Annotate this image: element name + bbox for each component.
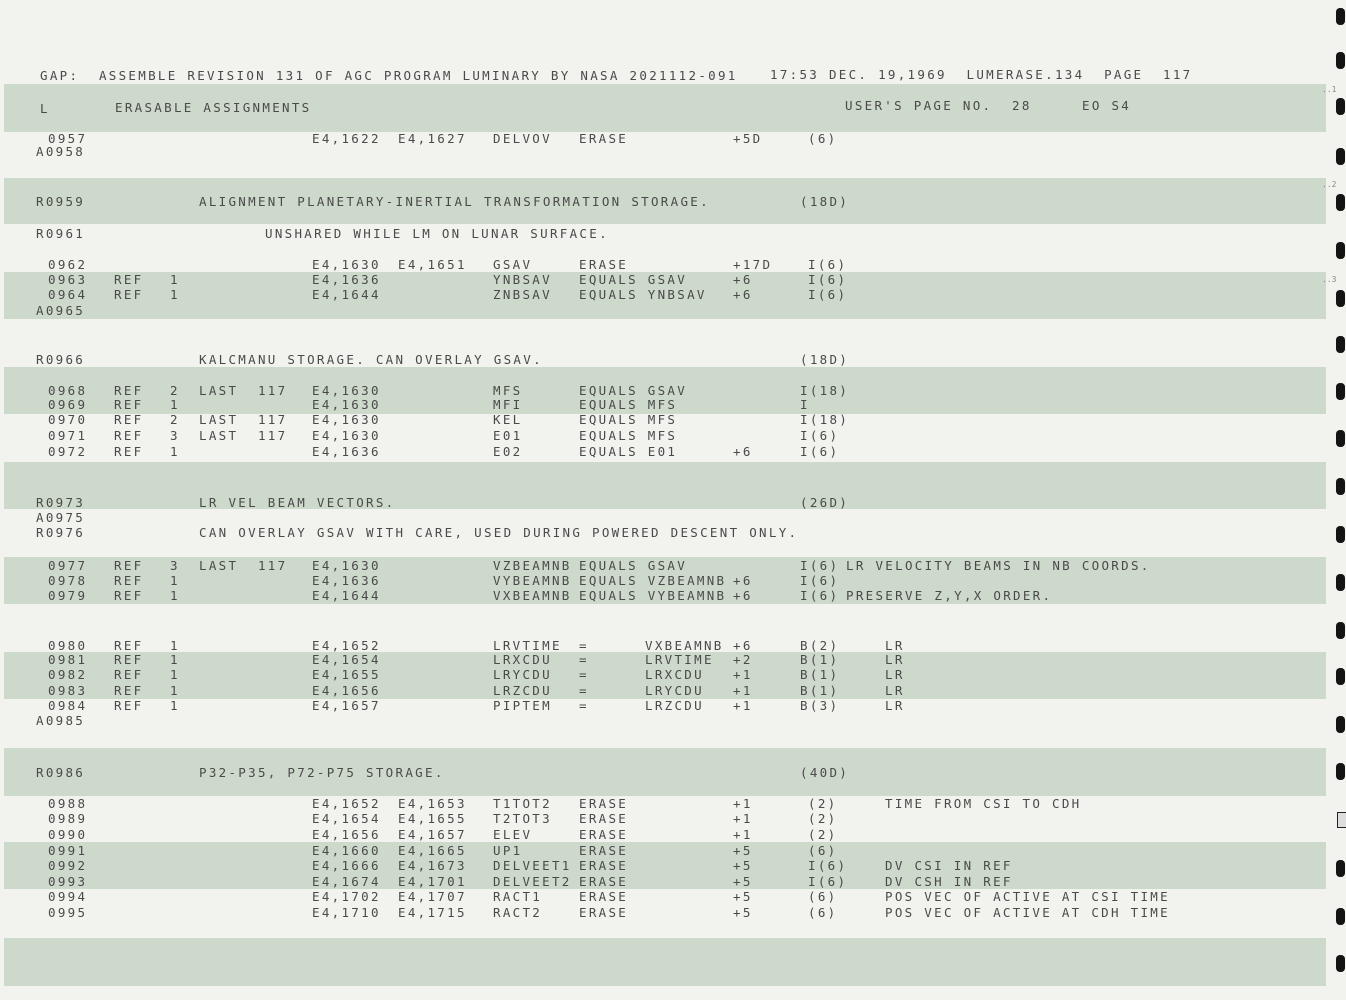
listing-size: I(6) (808, 287, 848, 302)
listing-n: A0965 (36, 303, 86, 318)
listing-n: 0982 (48, 667, 88, 682)
listing-sym: DELVOV (493, 131, 552, 146)
feed-hole (1336, 574, 1345, 591)
feed-hole (1336, 148, 1345, 165)
listing-n: 0957 (48, 131, 88, 146)
listing-inc: +5 (733, 858, 753, 873)
listing-n: 0984 (48, 698, 88, 713)
feed-hole (1336, 336, 1345, 353)
listing-addr: E4,1652 (312, 796, 381, 811)
listing-size: B(1) (800, 667, 840, 682)
feed-hole (1336, 98, 1345, 115)
listing-sym: PIPTEM (493, 698, 552, 713)
feed-hole (1336, 622, 1345, 639)
listing-size: I(6) (808, 874, 848, 889)
listing-addr2: E4,1657 (398, 827, 467, 842)
listing-op: = (579, 667, 589, 682)
listing-size: (6) (808, 843, 838, 858)
listing-n: 0964 (48, 287, 88, 302)
listing-addr: E4,1636 (312, 272, 381, 287)
listing-ref: REF (114, 287, 144, 302)
listing-text: LR VEL BEAM VECTORS. (199, 495, 396, 510)
listing-op: EQUALS GSAV (579, 558, 688, 573)
listing-sym: MFI (493, 397, 523, 412)
listing-addr: E4,1655 (312, 667, 381, 682)
listing-ref: REF (114, 397, 144, 412)
listing-rn: 2 (170, 412, 180, 427)
listing-op: ERASE (579, 811, 629, 826)
listing-addr2: E4,1673 (398, 858, 467, 873)
listing-addr2: E4,1627 (398, 131, 467, 146)
listing-sym: LRVTIME (493, 638, 562, 653)
listing-rn: 1 (170, 397, 180, 412)
listing-rn: 1 (170, 667, 180, 682)
listing-addr2: E4,1715 (398, 905, 467, 920)
listing-addr: E4,1636 (312, 444, 381, 459)
section-title: ERASABLE ASSIGNMENTS (115, 100, 312, 115)
listing-addr: E4,1654 (312, 652, 381, 667)
listing-sym: LRYCDU (493, 667, 552, 682)
listing-n: 0995 (48, 905, 88, 920)
listing-addr: E4,1656 (312, 683, 381, 698)
listing-rn: 2 (170, 383, 180, 398)
feed-hole (1336, 668, 1345, 685)
listing-rn: 1 (170, 573, 180, 588)
listing-comment: TIME FROM CSI TO CDH (885, 796, 1082, 811)
listing-inc: +5 (733, 874, 753, 889)
listing-size: B(1) (800, 652, 840, 667)
listing-inc: +5D (733, 131, 763, 146)
listing-sym: GSAV (493, 257, 533, 272)
listing-text: CAN OVERLAY GSAV WITH CARE, USED DURING POWERED DESCENT ONLY. (199, 525, 799, 540)
listing-ref: REF (114, 698, 144, 713)
listing-size: B(3) (800, 698, 840, 713)
feed-hole (1336, 860, 1345, 877)
listing-op: = (579, 683, 589, 698)
listing-n: 0988 (48, 796, 88, 811)
listing-ref: REF (114, 558, 144, 573)
feed-hole (1336, 478, 1345, 495)
listing-sym: VXBEAMNB (493, 588, 572, 603)
listing-comment: LR (885, 683, 905, 698)
listing-n: 0970 (48, 412, 88, 427)
listing-n: 0981 (48, 652, 88, 667)
listing-arg: LRYCDU (645, 683, 704, 698)
listing-addr: E4,1674 (312, 874, 381, 889)
listing-size: I(18) (800, 412, 850, 427)
listing-size: (26D) (800, 495, 850, 510)
listing-n: R0973 (36, 495, 86, 510)
feed-hole (1336, 908, 1345, 925)
listing-addr2: E4,1653 (398, 796, 467, 811)
listing-op: EQUALS MFS (579, 412, 678, 427)
listing-size: I(6) (800, 573, 840, 588)
greenbar-band (4, 842, 1326, 889)
feed-hole (1336, 8, 1345, 25)
listing-op: = (579, 698, 589, 713)
listing-addr: E4,1657 (312, 698, 381, 713)
listing-addr: E4,1660 (312, 843, 381, 858)
listing-rn: 1 (170, 287, 180, 302)
listing-comment: LR (885, 652, 905, 667)
listing-addr: E4,1630 (312, 257, 381, 272)
listing-addr: E4,1630 (312, 412, 381, 427)
listing-size: (2) (808, 811, 838, 826)
listing-inc: +1 (733, 796, 753, 811)
listing-inc: +1 (733, 667, 753, 682)
listing-n: 0992 (48, 858, 88, 873)
listing-header: GAP: ASSEMBLE REVISION 131 OF AGC PROGRAM LUMINARY BY NASA 2021112-091 (40, 68, 738, 83)
listing-op: = (579, 638, 589, 653)
listing-sym: VZBEAMNB (493, 558, 572, 573)
listing-last: LAST 117 (199, 428, 288, 443)
listing-arg: LRVTIME (645, 652, 714, 667)
listing-sym: E01 (493, 428, 523, 443)
listing-n: 0980 (48, 638, 88, 653)
listing-ref: REF (114, 652, 144, 667)
listing-n: 0968 (48, 383, 88, 398)
listing-comment: LR (885, 638, 905, 653)
listing-inc: +6 (733, 272, 753, 287)
greenbar-band (4, 938, 1326, 986)
margin-mark: ..3 (1322, 275, 1337, 284)
listing-sym: MFS (493, 383, 523, 398)
listing-inc: +1 (733, 827, 753, 842)
listing-n: R0966 (36, 352, 86, 367)
listing-ref: REF (114, 383, 144, 398)
listing-ref: REF (114, 667, 144, 682)
listing-inc: +5 (733, 889, 753, 904)
listing-inc: +2 (733, 652, 753, 667)
listing-arg: LRZCDU (645, 698, 704, 713)
listing-inc: +6 (733, 444, 753, 459)
listing-size: I(6) (808, 257, 848, 272)
listing-n: 0994 (48, 889, 88, 904)
listing-size: I(6) (808, 272, 848, 287)
listing-n: A0958 (36, 144, 86, 159)
listing-n: 0978 (48, 573, 88, 588)
feed-hole (1336, 194, 1345, 211)
listing-sym: ELEV (493, 827, 533, 842)
listing-n: 0990 (48, 827, 88, 842)
listing-sym: UP1 (493, 843, 523, 858)
listing-size: (6) (808, 905, 838, 920)
listing-n: A0975 (36, 510, 86, 525)
listing-ref: REF (114, 683, 144, 698)
listing-addr2: E4,1707 (398, 889, 467, 904)
listing-addr2: E4,1701 (398, 874, 467, 889)
listing-last: LAST 117 (199, 412, 288, 427)
listing-size: (18D) (800, 194, 850, 209)
listing-sym: RACT1 (493, 889, 543, 904)
listing-text: ALIGNMENT PLANETARY-INERTIAL TRANSFORMATION STORAGE. (199, 194, 710, 209)
listing-ref: REF (114, 638, 144, 653)
listing-op: EQUALS GSAV (579, 383, 688, 398)
listing-comment: LR (885, 698, 905, 713)
listing-rn: 1 (170, 698, 180, 713)
listing-op: EQUALS VZBEAMNB (579, 573, 727, 588)
listing-sym: T1TOT2 (493, 796, 552, 811)
listing-op: EQUALS GSAV (579, 272, 688, 287)
listing-op: ERASE (579, 889, 629, 904)
listing-addr: E4,1710 (312, 905, 381, 920)
listing-op: EQUALS E01 (579, 444, 678, 459)
listing-rn: 3 (170, 558, 180, 573)
listing-n: 0989 (48, 811, 88, 826)
listing-n: R0961 (36, 226, 86, 241)
listing-op: ERASE (579, 131, 629, 146)
listing-op: ERASE (579, 905, 629, 920)
listing-rn: 1 (170, 683, 180, 698)
listing-op: ERASE (579, 796, 629, 811)
listing-n: 0971 (48, 428, 88, 443)
listing-addr: E4,1636 (312, 573, 381, 588)
listing-n: R0986 (36, 765, 86, 780)
listing-op: EQUALS YNBSAV (579, 287, 707, 302)
listing-sym: E02 (493, 444, 523, 459)
listing-ref: REF (114, 412, 144, 427)
listing-inc: +1 (733, 683, 753, 698)
users-page-number: USER'S PAGE NO. 28 (845, 98, 1032, 113)
listing-n: 0993 (48, 874, 88, 889)
listing-text: P32-P35, P72-P75 STORAGE. (199, 765, 445, 780)
listing-comment: DV CSI IN REF (885, 858, 1013, 873)
listing-inc: +6 (733, 573, 753, 588)
listing-addr: E4,1644 (312, 588, 381, 603)
listing-addr2: E4,1651 (398, 257, 467, 272)
listing-rn: 1 (170, 652, 180, 667)
listing-size: I(6) (800, 444, 840, 459)
listing-inc: +5 (733, 843, 753, 858)
listing-n: A0985 (36, 713, 86, 728)
listing-sym: KEL (493, 412, 523, 427)
listing-arg: VXBEAMNB (645, 638, 724, 653)
feed-hole-square (1337, 812, 1346, 828)
listing-n: 0969 (48, 397, 88, 412)
listing-comment: DV CSH IN REF (885, 874, 1013, 889)
listing-addr: E4,1702 (312, 889, 381, 904)
listing-n: R0976 (36, 525, 86, 540)
feed-hole (1336, 526, 1345, 543)
listing-inc: +6 (733, 588, 753, 603)
listing-addr: E4,1656 (312, 827, 381, 842)
listing-addr: E4,1630 (312, 428, 381, 443)
listing-ref: REF (114, 588, 144, 603)
listing-sym: YNBSAV (493, 272, 552, 287)
listing-addr: E4,1666 (312, 858, 381, 873)
feed-hole (1336, 242, 1345, 259)
listing-size: (18D) (800, 352, 850, 367)
listing-sym: LRZCDU (493, 683, 552, 698)
listing-addr: E4,1630 (312, 383, 381, 398)
listing-rn: 1 (170, 588, 180, 603)
listing-op: ERASE (579, 827, 629, 842)
listing-size: I(6) (800, 428, 840, 443)
margin-mark: ..1 (1322, 85, 1337, 94)
listing-op: = (579, 652, 589, 667)
feed-hole (1336, 290, 1345, 307)
listing-ref: REF (114, 272, 144, 287)
listing-n: 0962 (48, 257, 88, 272)
listing-op: EQUALS MFS (579, 397, 678, 412)
listing-comment: PRESERVE Z,Y,X ORDER. (846, 588, 1053, 603)
listing-size: B(1) (800, 683, 840, 698)
listing-text2: UNSHARED WHILE LM ON LUNAR SURFACE. (265, 226, 609, 241)
listing-inc: +1 (733, 811, 753, 826)
listing-inc: +17D (733, 257, 773, 272)
listing-comment: POS VEC OF ACTIVE AT CDH TIME (885, 905, 1170, 920)
listing-rn: 3 (170, 428, 180, 443)
listing-op: ERASE (579, 257, 629, 272)
listing-size: (40D) (800, 765, 850, 780)
listing-addr2: E4,1655 (398, 811, 467, 826)
listing-comment: POS VEC OF ACTIVE AT CSI TIME (885, 889, 1170, 904)
listing-sym: T2TOT3 (493, 811, 552, 826)
listing-ref: REF (114, 444, 144, 459)
listing-comment: LR (885, 667, 905, 682)
listing-n: 0983 (48, 683, 88, 698)
feed-hole (1336, 52, 1345, 69)
listing-op: EQUALS VYBEAMNB (579, 588, 727, 603)
listing-n: 0972 (48, 444, 88, 459)
listing-rn: 1 (170, 444, 180, 459)
listing-size: I(6) (800, 588, 840, 603)
listing-inc: +5 (733, 905, 753, 920)
listing-inc: +6 (733, 638, 753, 653)
listing-text: KALCMANU STORAGE. CAN OVERLAY GSAV. (199, 352, 543, 367)
listing-size: I (800, 397, 810, 412)
listing-size: I(18) (800, 383, 850, 398)
listing-ref: REF (114, 428, 144, 443)
listing-sym: DELVEET1 (493, 858, 572, 873)
listing-size: B(2) (800, 638, 840, 653)
listing-n: R0959 (36, 194, 86, 209)
feed-hole (1336, 430, 1345, 447)
listing-rn: 1 (170, 272, 180, 287)
listing-size: (2) (808, 796, 838, 811)
listing-n: 0977 (48, 558, 88, 573)
listing-addr: E4,1652 (312, 638, 381, 653)
listing-sym: VYBEAMNB (493, 573, 572, 588)
feed-hole (1336, 763, 1345, 780)
listing-n: 0991 (48, 843, 88, 858)
listing-size: (6) (808, 131, 838, 146)
listing-last: LAST 117 (199, 383, 288, 398)
listing-size: (6) (808, 889, 838, 904)
listing-sym: ZNBSAV (493, 287, 552, 302)
listing-op: ERASE (579, 874, 629, 889)
listing-inc: +6 (733, 287, 753, 302)
listing-addr: E4,1622 (312, 131, 381, 146)
listing-inc: +1 (733, 698, 753, 713)
listing-op: ERASE (579, 843, 629, 858)
eo-label: EO S4 (1082, 98, 1132, 113)
listing-size: (2) (808, 827, 838, 842)
feed-hole (1336, 955, 1345, 972)
listing-timestamp: 17:53 DEC. 19,1969 LUMERASE.134 PAGE 117 (770, 67, 1193, 82)
listing-arg: LRXCDU (645, 667, 704, 682)
listing-last: LAST 117 (199, 558, 288, 573)
feed-hole (1336, 383, 1345, 400)
listing-size: I(6) (808, 858, 848, 873)
listing-op: EQUALS MFS (579, 428, 678, 443)
listing-ref: REF (114, 573, 144, 588)
listing-addr: E4,1630 (312, 558, 381, 573)
listing-addr: E4,1654 (312, 811, 381, 826)
listing-n: 0963 (48, 272, 88, 287)
listing-addr2: E4,1665 (398, 843, 467, 858)
listing-size: I(6) (800, 558, 840, 573)
listing-n: 0979 (48, 588, 88, 603)
l-label: L (40, 101, 50, 116)
listing-op: ERASE (579, 858, 629, 873)
feed-hole (1336, 716, 1345, 733)
listing-sym: DELVEET2 (493, 874, 572, 889)
listing-comment: LR VELOCITY BEAMS IN NB COORDS. (846, 558, 1151, 573)
listing-addr: E4,1630 (312, 397, 381, 412)
listing-rn: 1 (170, 638, 180, 653)
margin-mark: ..2 (1322, 180, 1337, 189)
listing-sym: RACT2 (493, 905, 543, 920)
listing-addr: E4,1644 (312, 287, 381, 302)
listing-sym: LRXCDU (493, 652, 552, 667)
